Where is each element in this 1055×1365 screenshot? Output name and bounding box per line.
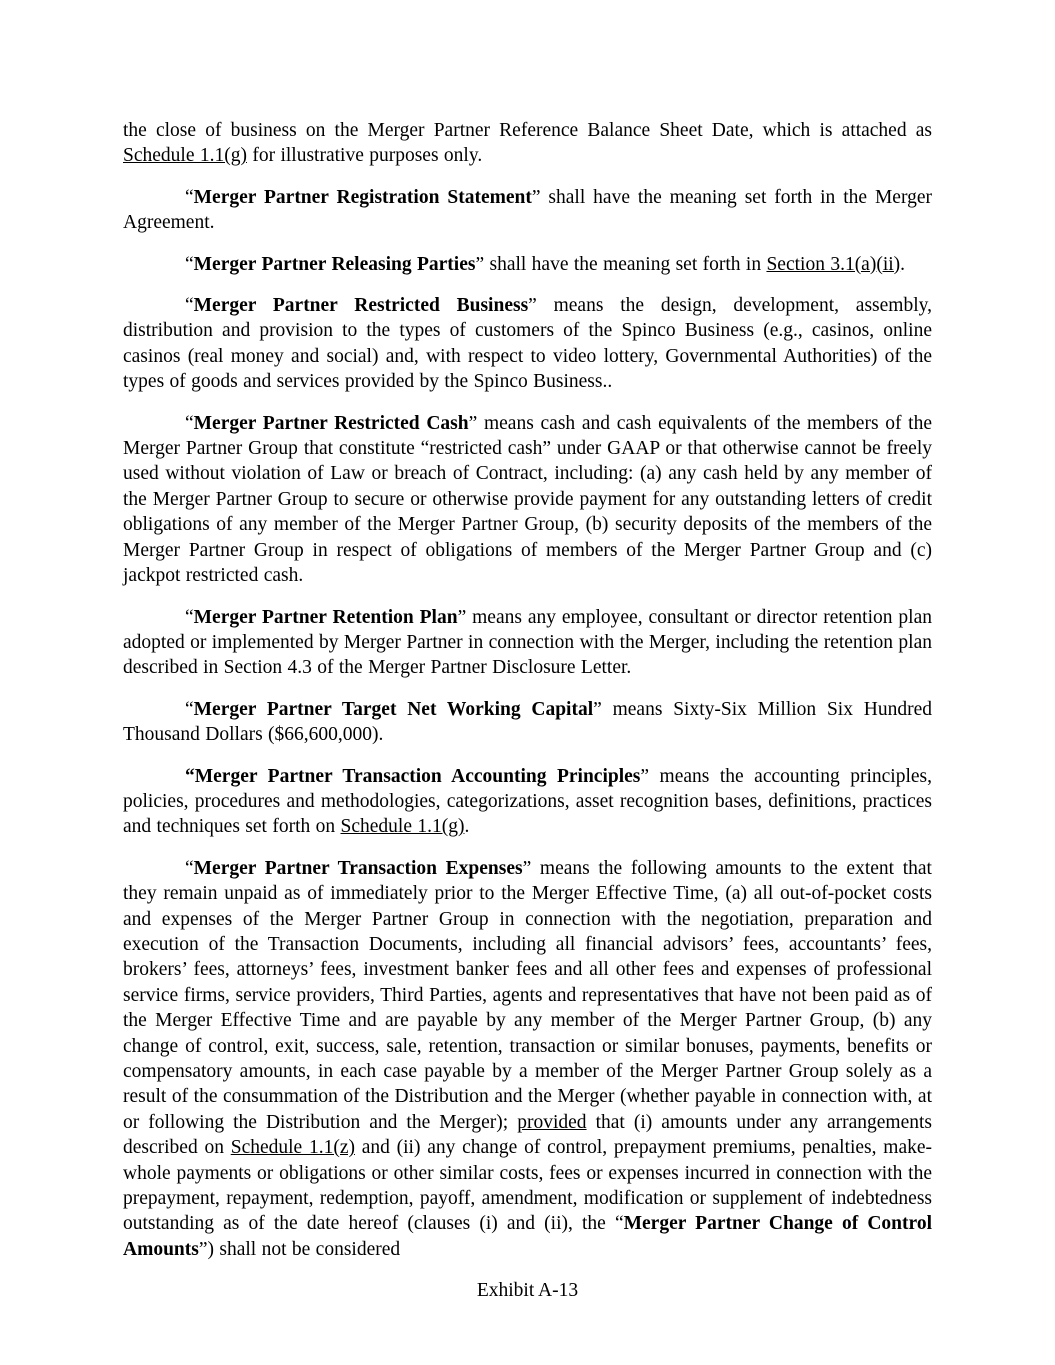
text-run: and (ii) any change of control, prepayment premiums, penalties, make-whole payments or obligations or other similar costs, fees or expenses incurred in connection with the prepayment, repayment, redemption, payoff, amendment, modification or supplement of indebtedness outstanding as of the date hereof (clauses (i) and (ii), the “ (123, 1137, 932, 1235)
defined-term: “Merger Partner Transaction Accounting Principles (185, 765, 641, 787)
text-run: ” means any employee, consultant or director retention plan adopted or implemented by Merger Partner in connection with the Merger, including the retention plan described in Section 4.3 of the Merger Partner Disclosure Letter. (123, 606, 932, 679)
text-run: “ (185, 606, 194, 628)
paragraph (123, 252, 932, 277)
defined-term: Merger Partner Transaction Expenses (193, 857, 523, 879)
cross-reference: Schedule 1.1(g) (123, 145, 247, 167)
defined-term: Merger Partner Restricted Cash (193, 412, 469, 434)
text-run: “ (185, 186, 194, 208)
defined-term: Merger Partner Registration Statement (193, 186, 532, 208)
exhibit-page-label: Exhibit A-13 (476, 1280, 579, 1302)
document-body (123, 118, 932, 1262)
text-run: . (464, 816, 470, 838)
defined-term: Merger Partner Change of Control Amounts (123, 1213, 932, 1260)
text-run: the close of business on the Merger Partner Reference Balance Sheet Date, which is attached as (123, 120, 932, 141)
paragraph (123, 185, 932, 236)
cross-reference: Schedule 1.1(g) (340, 816, 465, 838)
text-run: that (i) amounts under any arrangements described on (123, 1111, 933, 1159)
text-run: “ (185, 698, 194, 720)
paragraph (123, 411, 932, 589)
text-run: ”) shall not be considered (198, 1238, 401, 1260)
text-run: “ (185, 253, 194, 275)
text-run: ” means the design, development, assembly, distribution and provision to the types of customers of the Spinco Business (e.g., casinos, online casinos (real money and social) and, with respect to video lottery, Governmental Authorities) of the types of goods and services provided by the Spinco Business.. (123, 295, 932, 393)
text-run: “ (185, 857, 194, 879)
text-run: for illustrative purposes only. (246, 145, 483, 167)
text-run: ” shall have the meaning set forth in the Merger Agreement. (123, 186, 932, 234)
text-run: ” shall have the meaning set forth in (475, 253, 767, 275)
cross-reference: provided (517, 1111, 587, 1133)
paragraph (123, 605, 932, 681)
defined-term: Merger Partner Target Net Working Capital (193, 698, 594, 720)
text-run: “ (185, 412, 194, 434)
defined-term: Merger Partner Releasing Parties (193, 253, 476, 275)
text-run: ” means Sixty-Six Million Six Hundred Thousand Dollars ($66,600,000). (123, 698, 932, 746)
paragraph (123, 764, 932, 840)
cross-reference: Schedule 1.1(z) (230, 1137, 355, 1159)
text-run: . (900, 253, 906, 275)
text-run: ” means the following amounts to the extent that they remain unpaid as of immediately prior to the Merger Effective Time, (a) all out-of-pocket costs and expenses of the Merger Partner Group in connection with the negotiation, preparation and execution of the Transaction Documents, including all financial advisors’ fees, accountants’ fees, brokers’ fees, attorneys’ fees, investment banker fees and all other fees and expenses of professional service firms, service providers, Third Parties, agents and representatives that have not been paid as of the Merger Effective Time and are payable by any member of the Merger Partner Group, (b) any change of control, exit, success, sale, retention, transaction or similar bonuses, payments, benefits or compensatory amounts, in each case payable by a member of the Merger Partner Group solely as a result of the consummation of the Distribution and the Merger (whether payable in connection with, at or following the Distribution and the Merger); (123, 857, 932, 1133)
text-run: ” means cash and cash equivalents of the members of the Merger Partner Group that constitute “restricted cash” under GAAP or that otherwise cannot be freely used without violation of Law or breach of Contract, including: (a) any cash held by any member of the Merger Partner Group to secure or otherwise provide payment for any outstanding letters of credit obligations of any member of the Merger Partner Group, (b) security deposits of the members of the Merger Partner Group in respect of obligations of members of the Merger Partner Group and (c) jackpot restricted cash. (123, 412, 933, 587)
defined-term: Merger Partner Restricted Business (193, 295, 529, 317)
paragraph (123, 856, 932, 1263)
paragraph (123, 293, 932, 395)
paragraph (123, 118, 932, 169)
text-run: ” means the accounting principles, policies, procedures and methodologies, categorizations, asset recognition bases, definitions, practices and techniques set forth on (123, 765, 932, 838)
defined-term: Merger Partner Retention Plan (193, 606, 458, 628)
paragraph (123, 697, 932, 748)
text-run: “ (185, 295, 194, 317)
cross-reference: Section 3.1(a)(ii) (766, 253, 901, 275)
